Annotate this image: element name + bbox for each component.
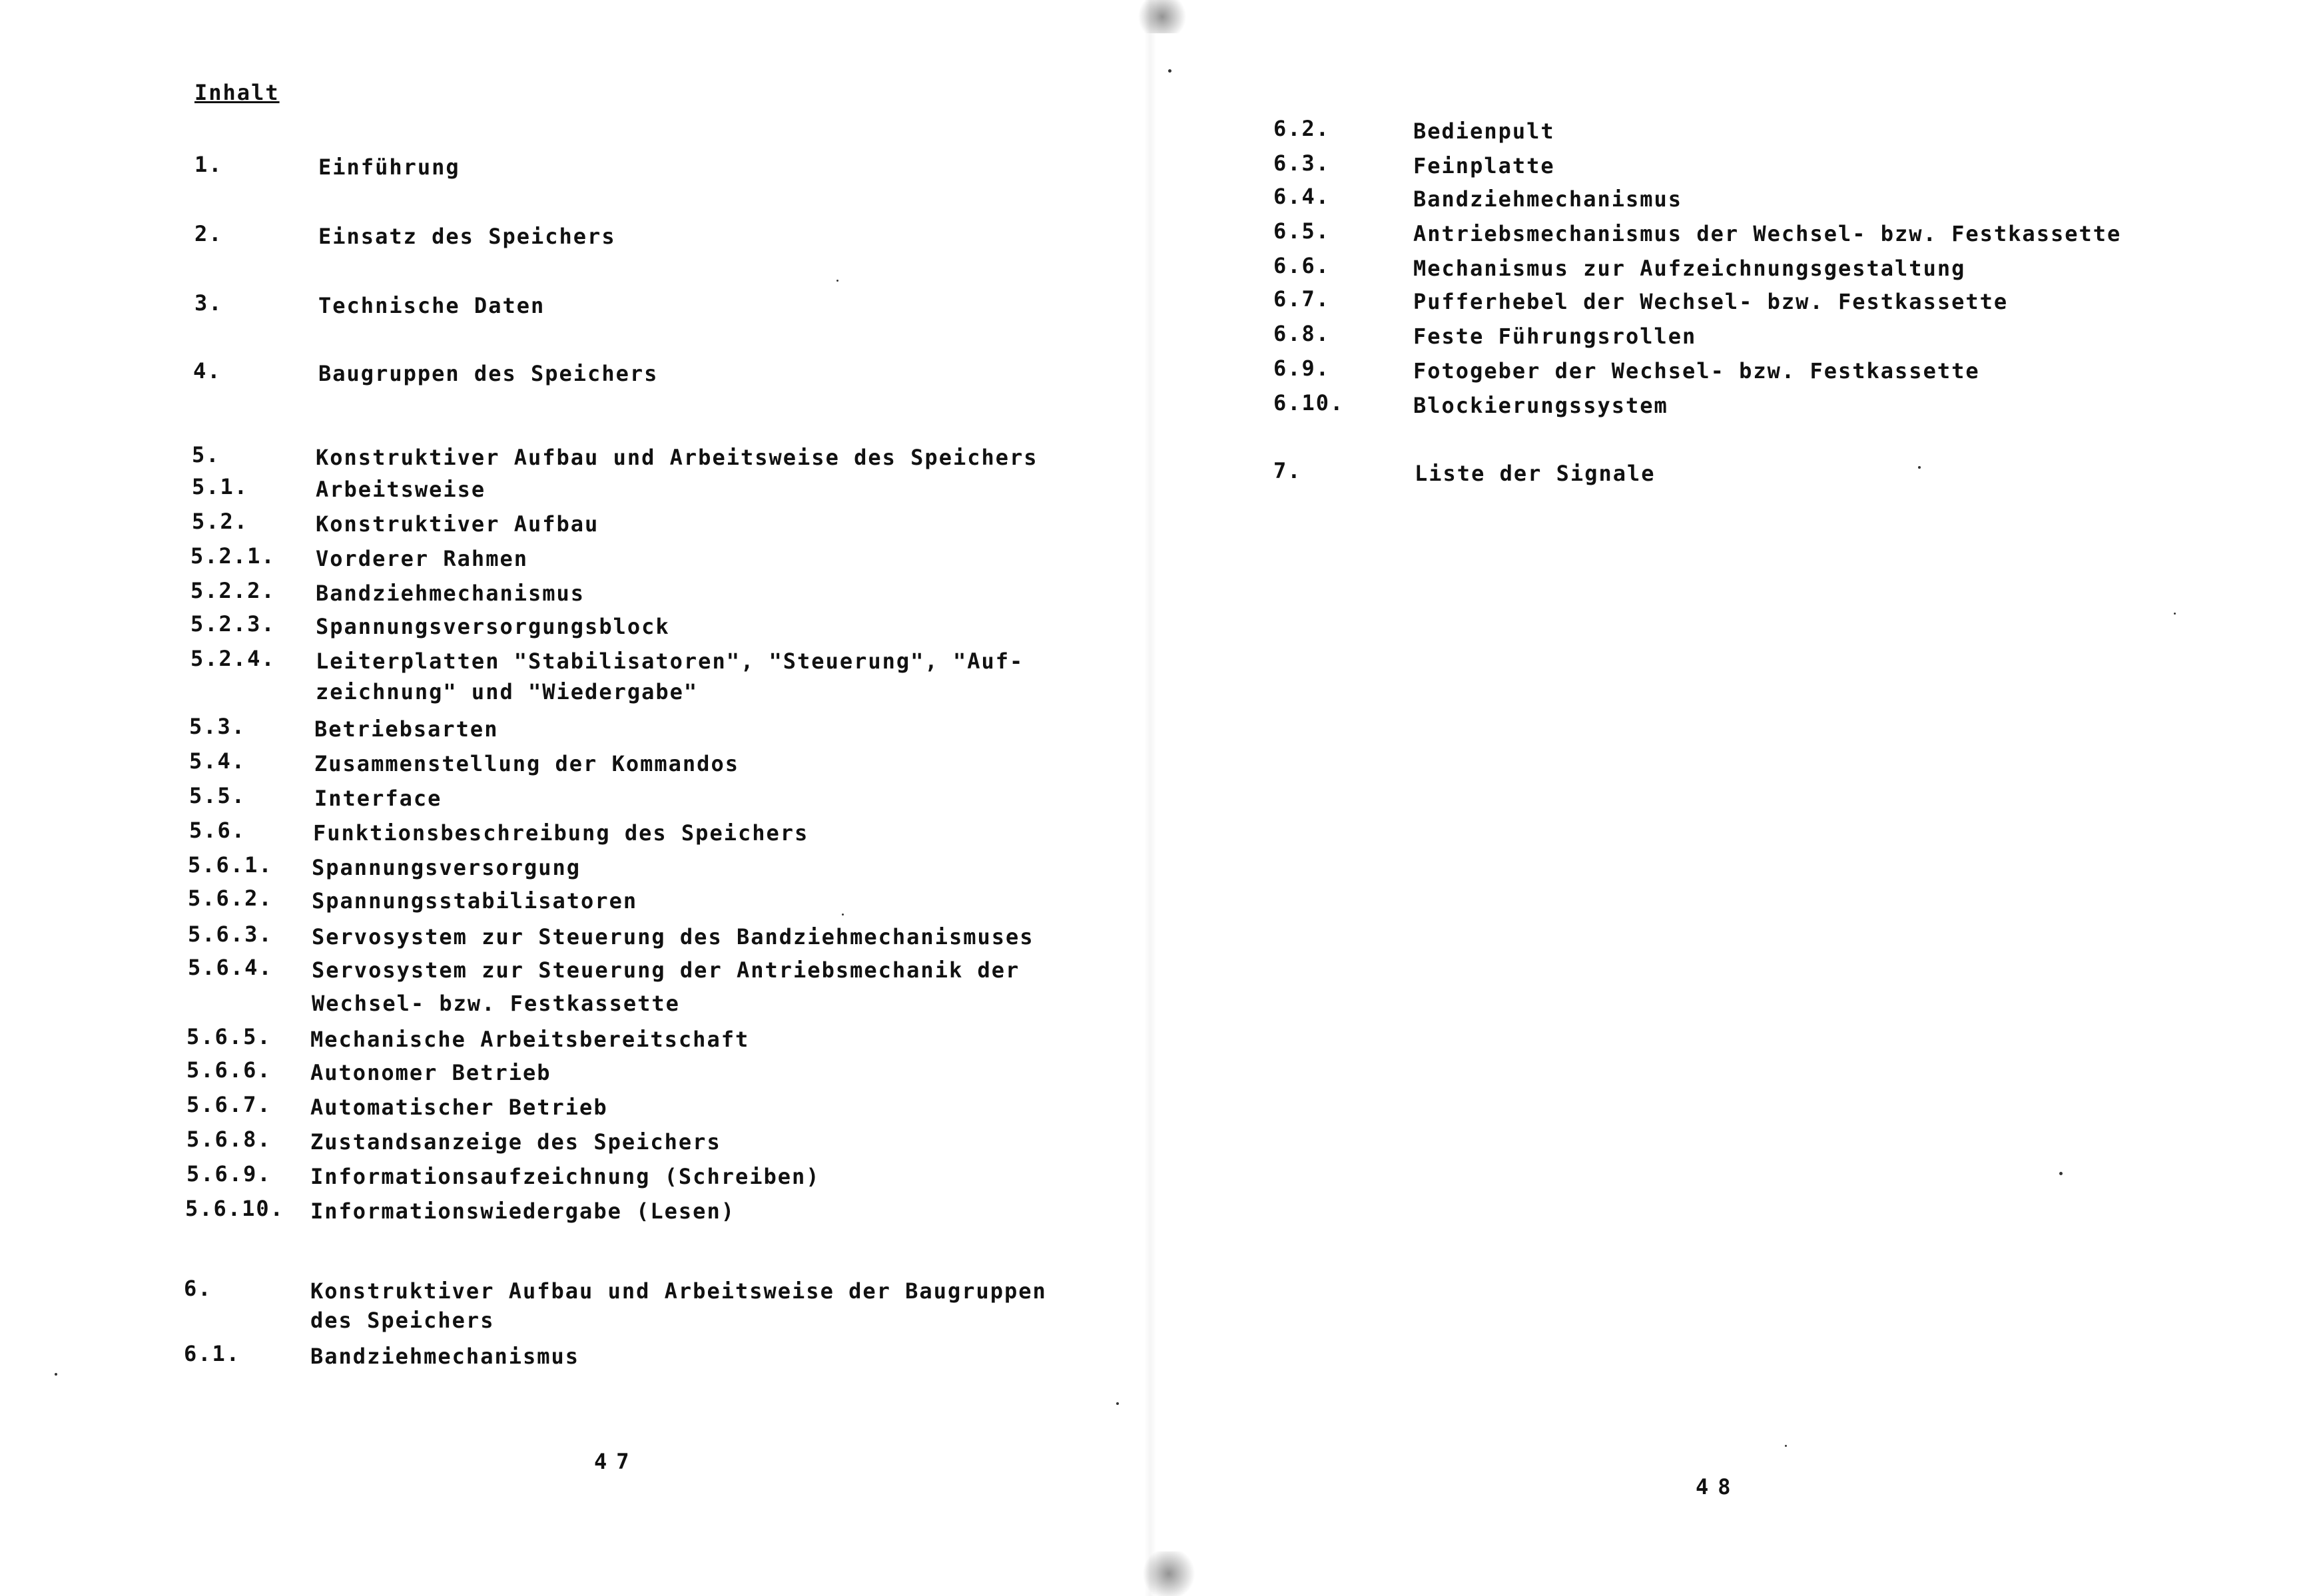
toc-number: 5.6.5. xyxy=(186,1024,272,1049)
toc-number: 5.6.9. xyxy=(186,1161,272,1187)
scan-speck xyxy=(836,280,838,282)
scan-speck xyxy=(842,914,844,916)
toc-title: Informationswiedergabe (Lesen) xyxy=(310,1198,735,1224)
toc-title: Bandziehmechanismus xyxy=(310,1344,580,1369)
toc-title: Bandziehmechanismus xyxy=(1413,186,1683,212)
toc-title: Mechanische Arbeitsbereitschaft xyxy=(310,1027,750,1052)
toc-number: 1. xyxy=(194,152,223,177)
toc-number: 5.5. xyxy=(189,783,246,808)
toc-number: 5. xyxy=(192,442,220,467)
toc-number: 5.2.4. xyxy=(190,646,276,671)
toc-number: 6.4. xyxy=(1273,184,1331,209)
scan-speck xyxy=(1116,1402,1119,1405)
scan-speck xyxy=(1785,1445,1787,1447)
toc-title: Bandziehmechanismus xyxy=(316,581,585,606)
toc-number: 6.2. xyxy=(1273,116,1331,141)
toc-title: Servosystem zur Steuerung des Bandziehmechanismuses xyxy=(312,924,1034,949)
toc-number: 5.6.4. xyxy=(188,955,273,980)
toc-title: Leiterplatten "Stabilisatoren", "Steuerung", "Auf- xyxy=(316,649,1024,674)
toc-title: Autonomer Betrieb xyxy=(310,1060,551,1085)
toc-title: Einsatz des Speichers xyxy=(318,224,616,249)
toc-title: Vorderer Rahmen xyxy=(316,546,528,571)
toc-title: Feinplatte xyxy=(1413,153,1555,178)
toc-title: Feste Führungsrollen xyxy=(1413,324,1697,349)
toc-number: 6.1. xyxy=(184,1341,241,1366)
toc-number: 5.2.1. xyxy=(190,543,276,569)
toc-title: Informationsaufzeichnung (Schreiben) xyxy=(310,1164,821,1189)
toc-number: 5.2.3. xyxy=(190,611,276,637)
toc-heading: Inhalt xyxy=(194,80,280,105)
toc-title: Technische Daten xyxy=(318,293,545,318)
toc-title: Interface xyxy=(314,786,442,811)
toc-number: 6.9. xyxy=(1273,356,1331,381)
scan-speck xyxy=(1168,69,1171,73)
toc-title: Liste der Signale xyxy=(1415,461,1656,486)
toc-number: 5.6.2. xyxy=(188,886,273,911)
toc-number: 5.4. xyxy=(189,748,246,774)
toc-title: Automatischer Betrieb xyxy=(310,1095,608,1120)
toc-number: 6.5. xyxy=(1273,218,1331,244)
toc-number: 5.6.7. xyxy=(186,1092,272,1117)
toc-title: Servosystem zur Steuerung der Antriebsmechanik der xyxy=(312,957,1020,983)
toc-number: 5.6.3. xyxy=(188,922,273,947)
toc-number: 7. xyxy=(1273,458,1302,483)
toc-title: Mechanismus zur Aufzeichnungsgestaltung xyxy=(1413,256,1966,281)
toc-title: Baugruppen des Speichers xyxy=(318,361,659,386)
toc-number: 6.10. xyxy=(1273,390,1345,415)
toc-number: 5.6.10. xyxy=(185,1196,284,1221)
scan-speck xyxy=(55,1373,57,1376)
toc-number: 3. xyxy=(194,290,223,316)
toc-title: Arbeitsweise xyxy=(316,477,486,502)
toc-title: Spannungsstabilisatoren xyxy=(312,888,638,914)
toc-number: 6.8. xyxy=(1273,321,1331,346)
toc-title: Antriebsmechanismus der Wechsel- bzw. Festkassette xyxy=(1413,221,2122,246)
toc-title: Zustandsanzeige des Speichers xyxy=(310,1129,721,1155)
toc-title: Spannungsversorgung xyxy=(312,855,581,880)
toc-number: 5.3. xyxy=(189,714,246,739)
toc-number: 4. xyxy=(193,358,222,384)
toc-title: Bedienpult xyxy=(1413,119,1555,144)
toc-number: 5.6.1. xyxy=(188,852,273,878)
toc-title: Funktionsbeschreibung des Speichers xyxy=(313,820,809,846)
toc-title: Konstruktiver Aufbau xyxy=(316,511,599,537)
scan-speck xyxy=(1918,466,1921,469)
toc-number: 5.2.2. xyxy=(190,578,276,603)
toc-title: Zusammenstellung der Kommandos xyxy=(314,751,739,776)
toc-number: 5.6. xyxy=(189,818,246,843)
toc-number: 6.6. xyxy=(1273,253,1331,278)
toc-number: 6. xyxy=(184,1276,212,1301)
toc-title: Spannungsversorgungsblock xyxy=(316,614,670,639)
toc-title-continuation: Wechsel- bzw. Festkassette xyxy=(312,991,680,1016)
toc-title-continuation: des Speichers xyxy=(310,1308,495,1333)
toc-title-continuation: zeichnung" und "Wiedergabe" xyxy=(316,679,699,704)
scan-smudge xyxy=(1139,1551,1199,1596)
toc-title: Konstruktiver Aufbau und Arbeitsweise der Baugruppen xyxy=(310,1278,1047,1304)
toc-title: Fotogeber der Wechsel- bzw. Festkassette xyxy=(1413,358,1980,384)
right-page xyxy=(1150,0,2299,1596)
toc-title: Blockierungssystem xyxy=(1413,393,1668,418)
toc-number: 5.1. xyxy=(192,474,249,499)
toc-number: 6.3. xyxy=(1273,150,1331,176)
page-number: 48 xyxy=(1696,1474,1740,1499)
toc-number: 6.7. xyxy=(1273,286,1331,312)
scan-smudge xyxy=(1132,0,1192,33)
toc-title: Konstruktiver Aufbau und Arbeitsweise des Speichers xyxy=(316,445,1038,470)
toc-title: Pufferhebel der Wechsel- bzw. Festkassette xyxy=(1413,289,2009,314)
toc-number: 5.6.6. xyxy=(186,1057,272,1083)
scan-speck xyxy=(2174,613,2176,615)
toc-number: 5.6.8. xyxy=(186,1127,272,1152)
toc-number: 5.2. xyxy=(192,509,249,534)
page-number: 47 xyxy=(594,1449,639,1474)
toc-title: Einführung xyxy=(318,154,460,180)
scan-speck xyxy=(2059,1172,2063,1175)
toc-number: 2. xyxy=(194,221,223,246)
toc-title: Betriebsarten xyxy=(314,716,499,742)
